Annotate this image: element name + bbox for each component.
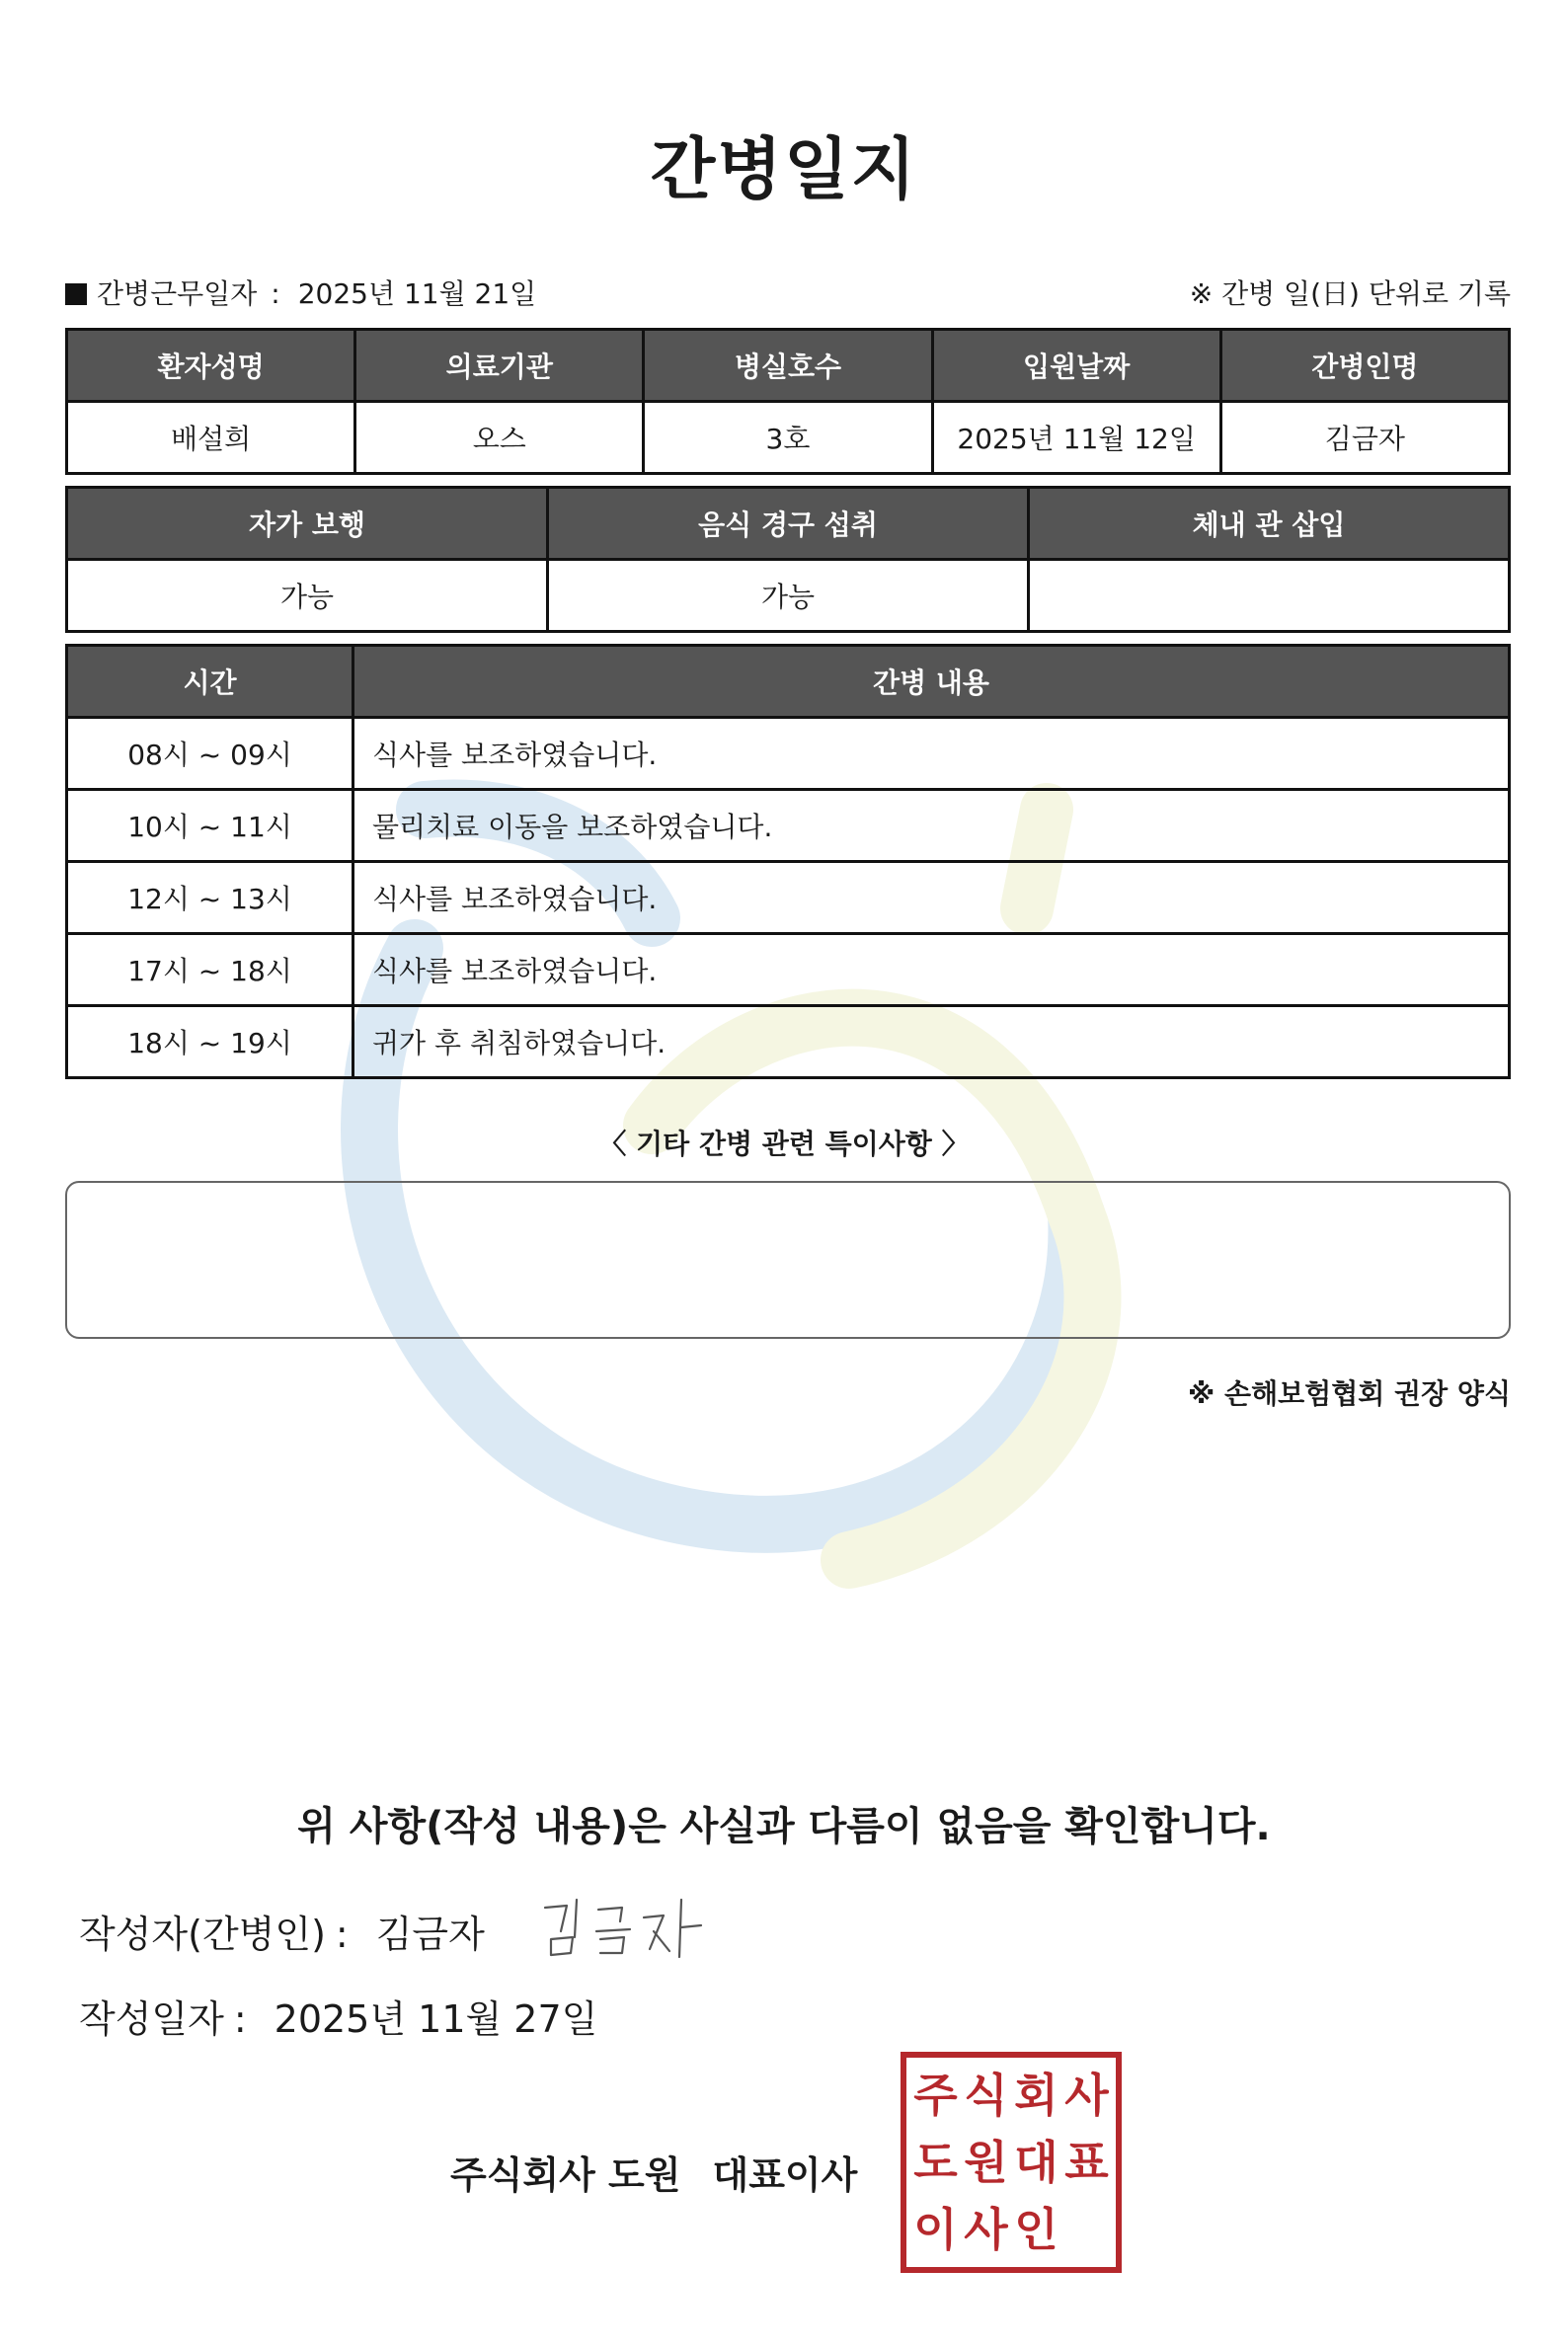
table-header-row — [67, 330, 1510, 402]
header-patient-name: 환자성명 — [67, 330, 355, 402]
seal-character: 회 — [1014, 2069, 1058, 2122]
patient-info-table — [65, 328, 1511, 475]
log-content: 식사를 보조하였습니다. — [353, 718, 1510, 790]
table-header-row — [67, 488, 1510, 560]
company-name: 주식회사 도원 — [450, 2153, 681, 2197]
company-seal-stamp — [901, 2052, 1122, 2273]
table-row — [67, 1006, 1510, 1078]
seal-character: 사 — [964, 2203, 1008, 2256]
representative-title: 대표이사 — [712, 2153, 858, 2197]
table-header-row — [67, 646, 1510, 718]
admission-date: 2025년 11월 12일 — [932, 402, 1220, 474]
seal-character: 식 — [964, 2069, 1008, 2122]
table-row — [67, 934, 1510, 1006]
seal-character: 주 — [913, 2069, 958, 2122]
header-tube-insertion: 체내 관 삽입 — [1029, 488, 1510, 560]
confirmation-statement: 위 사항(작성 내용)은 사실과 다름이 없음을 확인합니다. — [297, 1804, 1271, 1849]
log-time: 08시 ~ 09시 — [67, 718, 353, 790]
table-row — [67, 560, 1510, 632]
seal-character: 인 — [1014, 2203, 1058, 2256]
header-admission-date: 입원날짜 — [932, 330, 1220, 402]
seal-character: 표 — [1064, 2136, 1109, 2189]
log-content: 귀가 후 취침하였습니다. — [353, 1006, 1510, 1078]
seal-character: 도 — [913, 2136, 958, 2189]
written-date-label: 작성일자 — [79, 1997, 224, 2041]
work-date-value: 2025년 11월 21일 — [297, 277, 537, 310]
tube-insertion-value — [1029, 560, 1510, 632]
care-log-table — [65, 644, 1511, 1079]
patient-name: 배설희 — [67, 402, 355, 474]
seal-character: 이 — [913, 2203, 958, 2256]
log-content: 식사를 보조하였습니다. — [353, 934, 1510, 1006]
written-date-row: 작성일자 : 2025년 11월 27일 — [79, 1997, 598, 2041]
table-row — [67, 718, 1510, 790]
medical-institution: 오스 — [355, 402, 644, 474]
seal-character: 원 — [964, 2136, 1008, 2189]
header-medical-institution: 의료기관 — [355, 330, 644, 402]
header-time: 시간 — [67, 646, 353, 718]
oral-intake-value: 가능 — [548, 560, 1029, 632]
header-oral-intake: 음식 경구 섭취 — [548, 488, 1029, 560]
writer-name: 김금자 — [375, 1913, 485, 1956]
table-row — [67, 402, 1510, 474]
table-row — [67, 790, 1510, 862]
log-time: 12시 ~ 13시 — [67, 862, 353, 934]
table-row — [67, 862, 1510, 934]
header-room-number: 병실호수 — [644, 330, 932, 402]
work-date-label: 간병근무일자 — [97, 277, 258, 310]
remarks-box — [65, 1181, 1511, 1339]
seal-character: 사 — [1064, 2069, 1109, 2122]
page-title: 간병일지 — [650, 131, 918, 209]
header-self-walking: 자가 보행 — [67, 488, 548, 560]
recommendation-note: ※ 손해보험협회 권장 양식 — [1188, 1377, 1511, 1410]
log-time: 10시 ~ 11시 — [67, 790, 353, 862]
log-content: 식사를 보조하였습니다. — [353, 862, 1510, 934]
writer-label: 작성자(간병인) — [79, 1913, 326, 1956]
square-bullet-icon — [65, 283, 87, 305]
self-walking-value: 가능 — [67, 560, 548, 632]
writer-row: 작성자(간병인) : 김금자 — [79, 1913, 485, 1956]
work-date: 간병근무일자 : 2025년 11월 21일 — [65, 273, 536, 312]
caregiver-name: 김금자 — [1220, 402, 1509, 474]
seal-character: 대 — [1014, 2136, 1058, 2189]
header-care-content: 간병 내용 — [353, 646, 1510, 718]
patient-status-table — [65, 486, 1511, 633]
company-signatory — [450, 2145, 857, 2199]
header-caregiver-name: 간병인명 — [1220, 330, 1509, 402]
log-time: 18시 ~ 19시 — [67, 1006, 353, 1078]
written-date-value: 2025년 11월 27일 — [274, 1997, 598, 2041]
log-content: 물리치료 이동을 보조하였습니다. — [353, 790, 1510, 862]
remarks-heading: 〈 기타 간병 관련 특이사항 〉 — [598, 1128, 970, 1160]
log-time: 17시 ~ 18시 — [67, 934, 353, 1006]
unit-note: ※ 간병 일(日) 단위로 기록 — [1189, 277, 1511, 310]
seal-character — [1061, 2196, 1112, 2263]
handwritten-signature — [537, 1888, 715, 1967]
room-number: 3호 — [644, 402, 932, 474]
